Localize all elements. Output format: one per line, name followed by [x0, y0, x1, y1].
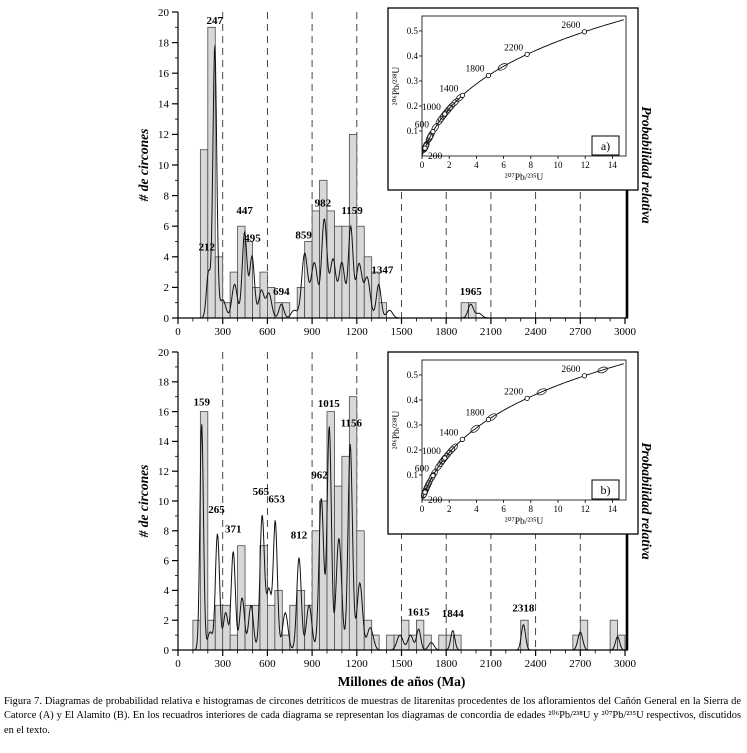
svg-text:14: 14	[607, 160, 617, 170]
svg-text:1156: 1156	[340, 417, 362, 430]
svg-text:265: 265	[208, 503, 225, 516]
svg-text:6: 6	[163, 221, 169, 233]
inset-concordia-b	[388, 352, 638, 534]
svg-text:859: 859	[295, 229, 312, 242]
svg-text:1200: 1200	[345, 326, 368, 338]
svg-text:371: 371	[225, 523, 242, 536]
svg-text:2200: 2200	[504, 43, 524, 54]
svg-text:1200: 1200	[345, 658, 368, 670]
svg-text:982: 982	[314, 197, 332, 210]
svg-text:10: 10	[158, 495, 169, 508]
svg-text:900: 900	[303, 658, 321, 670]
panel-letter: b)	[600, 483, 611, 497]
svg-text:653: 653	[268, 493, 285, 506]
svg-text:2: 2	[163, 282, 169, 295]
svg-text:0.3: 0.3	[406, 419, 418, 430]
svg-text:447: 447	[236, 204, 253, 217]
svg-text:1844: 1844	[441, 608, 464, 621]
svg-text:12: 12	[580, 504, 590, 514]
svg-text:0: 0	[175, 658, 181, 670]
svg-text:2318: 2318	[512, 602, 535, 615]
svg-text:600: 600	[414, 464, 429, 475]
svg-text:12: 12	[580, 160, 590, 170]
svg-text:0: 0	[163, 644, 169, 657]
svg-text:2: 2	[446, 504, 452, 514]
svg-text:10: 10	[553, 160, 563, 170]
svg-text:2700: 2700	[569, 658, 592, 670]
svg-text:2400: 2400	[524, 658, 547, 670]
inset-x-label: ²⁰⁷Pb/²³⁵U	[504, 517, 544, 527]
figure-caption: Figura 7. Diagramas de probabilidad relativa e histogramas de circones detríticos de muestras de litarenitas procedentes de los afloramientos del Cañón General en la Sierra de Catorce (A) y El Alamito (B). En los recuadros interiores de cada diagrama se representan los diagramas de concordia de edades ²⁰⁶Pb/²³⁸U y ²⁰⁷Pb/²³⁵U respectivos, discutidos en el texto.	[4, 696, 741, 736]
svg-text:300: 300	[214, 326, 231, 338]
svg-text:1000: 1000	[421, 447, 441, 458]
svg-text:0: 0	[419, 504, 425, 514]
inset-frame	[388, 8, 638, 190]
svg-text:14: 14	[607, 504, 617, 514]
svg-text:200: 200	[427, 496, 443, 507]
svg-text:1347: 1347	[371, 264, 394, 277]
svg-text:8: 8	[163, 190, 169, 203]
svg-text:4: 4	[163, 251, 169, 264]
svg-text:1500: 1500	[390, 658, 413, 670]
svg-text:0.5: 0.5	[406, 369, 418, 380]
svg-text:600: 600	[259, 658, 276, 670]
inset-frame	[388, 352, 638, 534]
svg-text:2600: 2600	[561, 20, 581, 31]
svg-text:212: 212	[198, 241, 216, 254]
svg-text:3000: 3000	[614, 326, 636, 338]
svg-text:0: 0	[175, 326, 181, 338]
inset-y-label: ²⁰⁶Pb/²³⁸U	[392, 410, 402, 450]
y-axis-label: # de circones	[136, 464, 151, 538]
x-axis-label: Millones de años (Ma)	[337, 674, 466, 689]
svg-text:900: 900	[303, 326, 321, 338]
svg-text:6: 6	[501, 160, 506, 170]
panel-letter: a)	[600, 139, 611, 153]
svg-text:2: 2	[163, 615, 169, 627]
inset-concordia-a	[388, 8, 638, 190]
svg-text:247: 247	[206, 15, 224, 28]
svg-text:20: 20	[158, 6, 169, 19]
svg-text:200: 200	[427, 152, 443, 163]
svg-text:3000: 3000	[614, 658, 636, 670]
svg-text:2: 2	[446, 160, 452, 170]
svg-text:1400: 1400	[439, 428, 459, 439]
svg-text:0.4: 0.4	[406, 50, 418, 61]
svg-text:18: 18	[158, 37, 169, 50]
svg-text:1615: 1615	[407, 606, 430, 619]
svg-text:8: 8	[528, 504, 534, 514]
svg-text:1500: 1500	[390, 326, 413, 338]
svg-text:0.1: 0.1	[406, 125, 418, 136]
panel-a-chart	[0, 0, 747, 340]
inset-y-label: ²⁰⁶Pb/²³⁸U	[392, 66, 402, 106]
svg-text:0.2: 0.2	[406, 100, 418, 111]
svg-text:6: 6	[501, 504, 506, 514]
svg-text:4: 4	[163, 585, 169, 598]
right-axis-label: Probabilidad relativa	[639, 106, 654, 224]
svg-text:2100: 2100	[479, 658, 502, 670]
y-axis-label: # de circones	[136, 128, 151, 202]
svg-text:2600: 2600	[561, 364, 581, 375]
svg-text:495: 495	[244, 232, 261, 245]
svg-text:2200: 2200	[504, 387, 524, 398]
svg-text:1800: 1800	[465, 64, 485, 75]
svg-text:1800: 1800	[435, 658, 458, 670]
svg-text:16: 16	[158, 406, 169, 419]
right-axis-label: Probabilidad relativa	[639, 442, 654, 560]
svg-text:1015: 1015	[317, 398, 340, 411]
svg-text:12: 12	[158, 466, 169, 478]
svg-text:8: 8	[163, 525, 169, 538]
panel-b-chart	[0, 340, 747, 692]
svg-text:159: 159	[193, 396, 210, 409]
svg-text:14: 14	[158, 436, 169, 449]
svg-text:20: 20	[158, 346, 169, 359]
svg-text:0.2: 0.2	[406, 444, 418, 455]
svg-text:0.5: 0.5	[406, 25, 418, 36]
inset-x-label: ²⁰⁷Pb/²³⁵U	[504, 173, 544, 183]
svg-text:1400: 1400	[439, 84, 459, 95]
svg-text:4: 4	[474, 504, 479, 514]
svg-text:10: 10	[158, 159, 169, 172]
svg-text:0.1: 0.1	[406, 469, 418, 480]
svg-text:694: 694	[273, 286, 290, 299]
svg-text:600: 600	[259, 326, 276, 338]
svg-text:1800: 1800	[435, 326, 458, 338]
svg-text:1000: 1000	[421, 103, 441, 114]
svg-text:0: 0	[163, 312, 169, 325]
svg-text:1159: 1159	[341, 204, 363, 217]
svg-text:812: 812	[290, 529, 308, 542]
svg-text:10: 10	[553, 504, 563, 514]
svg-text:4: 4	[474, 160, 479, 170]
svg-text:962: 962	[311, 469, 328, 482]
svg-text:16: 16	[158, 68, 169, 80]
svg-text:12: 12	[158, 129, 169, 142]
svg-text:2700: 2700	[569, 326, 592, 338]
svg-text:0.3: 0.3	[406, 75, 418, 86]
svg-text:565: 565	[252, 486, 270, 499]
svg-text:0.4: 0.4	[406, 394, 418, 405]
svg-text:14: 14	[158, 98, 169, 111]
svg-text:1965: 1965	[459, 286, 482, 299]
svg-text:300: 300	[214, 658, 231, 670]
svg-text:18: 18	[158, 376, 169, 389]
svg-text:600: 600	[414, 120, 429, 131]
svg-text:6: 6	[163, 555, 169, 568]
svg-text:2400: 2400	[524, 326, 547, 338]
svg-text:0: 0	[419, 160, 425, 170]
svg-text:2100: 2100	[479, 326, 502, 338]
svg-text:8: 8	[528, 160, 534, 170]
svg-text:1800: 1800	[465, 408, 485, 419]
